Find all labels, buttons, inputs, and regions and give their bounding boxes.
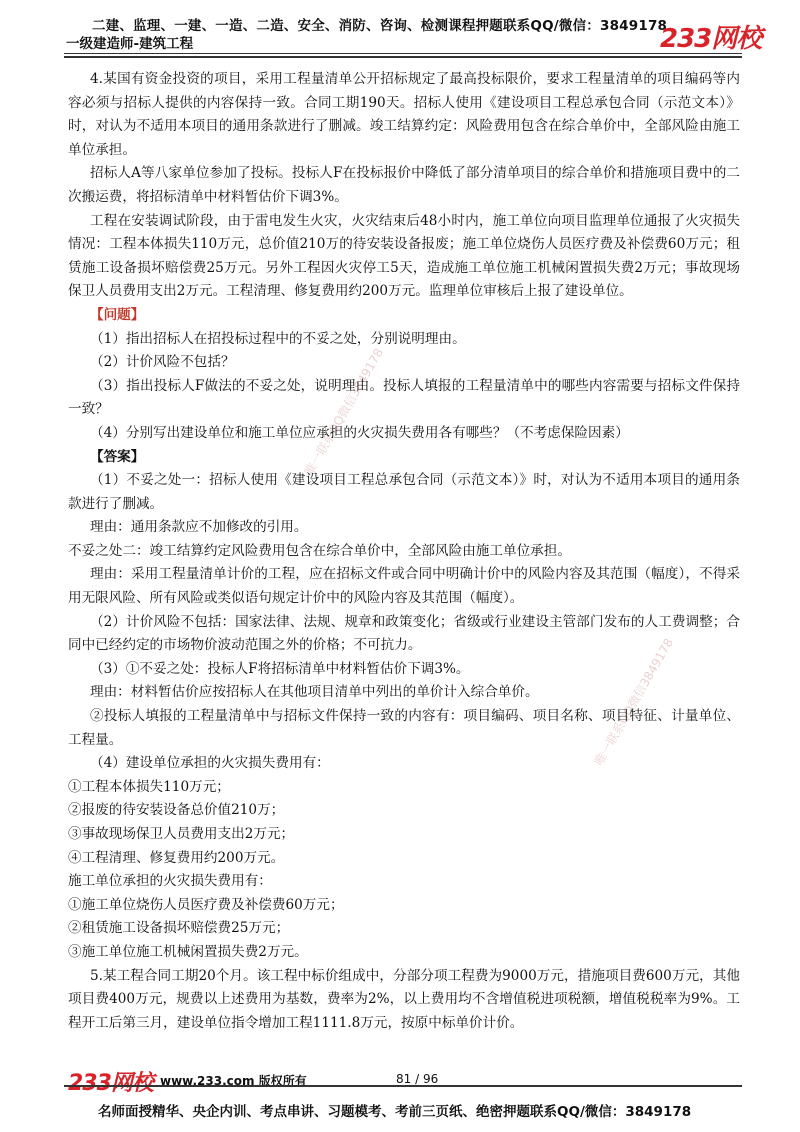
- page-number: 81 / 96: [396, 1072, 439, 1086]
- header-subject: 一级建造师-建筑工程: [66, 36, 194, 52]
- footer-site-link[interactable]: www.233.com 版权所有: [160, 1074, 307, 1088]
- header-divider: [64, 53, 742, 54]
- answer-list-item: ①施工单位烧伤人员医疗费及补偿费60万元；: [68, 896, 344, 913]
- watermark: 唯一联系QQ微信3849178: [301, 345, 387, 478]
- question-heading: 【问题】: [90, 306, 145, 323]
- header-divider-thick: [64, 56, 742, 58]
- footer-divider: [64, 1085, 742, 1087]
- answer-heading: 【答案】: [90, 448, 145, 465]
- answer-text: 理由：通用条款应不加修改的引用。: [90, 519, 308, 536]
- document-body: [68, 68, 740, 1035]
- answer-list-item: ③施工单位施工机械闲置损失费2万元。: [68, 943, 308, 960]
- question-item: （2）计价风险不包括？: [90, 354, 235, 371]
- question-stem-paragraph: 招标人A等八家单位参加了投标。投标人F在投标报价中降低了部分清单项目的综合单价和措施项目费中的二次搬运费，将招标清单中材料暂估价下调3%。: [68, 165, 740, 205]
- answer-text: 施工单位承担的火灾损失费用有：: [68, 873, 272, 890]
- answer-text: （3）①不妥之处：投标人F将招标清单中材料暂估价下调3%。: [90, 660, 470, 677]
- question-item: （3）指出投标人F做法的不妥之处，说明理由。投标人填报的工程量清单中的哪些内容需要与招标文件保持一致？: [68, 377, 740, 418]
- footer-logo: 233网校: [68, 1071, 153, 1096]
- answer-text: 理由：采用工程量清单计价的工程，应在招标文件或合同中明确计价中的风险内容及其范围（幅度），不得采用无限风险、所有风险或类似语句规定计价中的风险内容及其范围（幅度）。: [68, 566, 740, 607]
- answer-list-item: ①工程本体损失110万元；: [68, 778, 230, 795]
- header-logo: 233网校: [660, 24, 762, 54]
- answer-list-item: ②报废的待安装设备总价值210万；: [68, 802, 285, 819]
- answer-text: （4）建设单位承担的火灾损失费用有：: [90, 755, 330, 772]
- answer-list-item: ②租赁施工设备损坏赔偿费25万元；: [68, 920, 290, 937]
- question-item: （4）分别写出建设单位和施工单位应承担的火灾损失费用各有哪些？（不考虑保险因素）: [90, 424, 629, 441]
- answer-text: （2）计价风险不包括：国家法律、法规、规章和政策变化；省级或行业建设主管部门发布的人工费调整；合同中已经约定的市场物价波动范围之外的价格；不可抗力。: [68, 613, 740, 654]
- answer-text: （1）不妥之处一：招标人使用《建设项目工程总承包合同（示范文本）》时，对认为不适用本项目的通用条款进行了删减。: [68, 472, 740, 512]
- question-item: （1）指出招标人在招投标过程中的不妥之处，分别说明理由。: [90, 330, 466, 347]
- question-stem-paragraph: 4.某国有资金投资的项目，采用工程量清单公开招标规定了最高投标限价，要求工程量清单的项目编码等内容必须与招标人提供的内容保持一致。合同工期190天。招标人使用《建设项目工程总承包合同（示范文本）》时，对认为不适用本项目的通用条款进行了删减。竣工结算约定：风险费用包含在综合单价中，全部风险由施工单位承担。: [68, 71, 740, 158]
- answer-text: 理由：材料暂估价应按招标人在其他项目清单中列出的单价计入综合单价。: [90, 684, 539, 701]
- footer-promo-text: 名师面授精华、央企内训、考点串讲、习题模考、考前三页纸、绝密押题联系QQ/微信：3849178: [98, 1104, 692, 1120]
- answer-list-item: ③事故现场保卫人员费用支出2万元；: [68, 826, 295, 842]
- header-promo-text: 二建、监理、一建、一造、二造、安全、消防、咨询、检测课程押题联系QQ/微信：3849178: [92, 18, 668, 34]
- question-stem-paragraph: 工程在安装调试阶段，由于雷电发生火灾，火灾结束后48小时内，施工单位向项目监理单位通报了火灾损失情况：工程本体损失110万元，总价值210万的待安装设备报废；施工单位烧伤人员医疗费及补偿费60万元；租赁施工设备损坏赔偿费25万元。另外工程因火灾停工5天，造成施工单位施工机械闲置损失费2万元；事故现场保卫人员费用支出2万元。工程清理、修复费用约200万元。监理单位审核后上报了建设单位。: [68, 212, 740, 300]
- watermark: 唯一联系QQ微信3849178: [591, 635, 677, 768]
- next-question-paragraph: 5.某工程合同工期20个月。该工程中标价组成中，分部分项工程费为9000万元，措施项目费600万元，其他项目费400万元，规费以上述费用为基数，费率为2%，以上费用均不含增值税进项税额，增值税税率为9%。工程开工后第三月，建设单位指令增加工程1111.8万元，按原中标单价计价。: [68, 967, 740, 1031]
- answer-text: ②投标人填报的工程量清单中与招标文件保持一致的内容有：项目编码、项目名称、项目特征、计量单位、工程量。: [68, 708, 740, 748]
- answer-text: 不妥之处二：竣工结算约定风险费用包含在综合单价中，全部风险由施工单位承担。: [68, 542, 571, 559]
- answer-list-item: ④工程清理、修复费用约200万元。: [68, 849, 285, 866]
